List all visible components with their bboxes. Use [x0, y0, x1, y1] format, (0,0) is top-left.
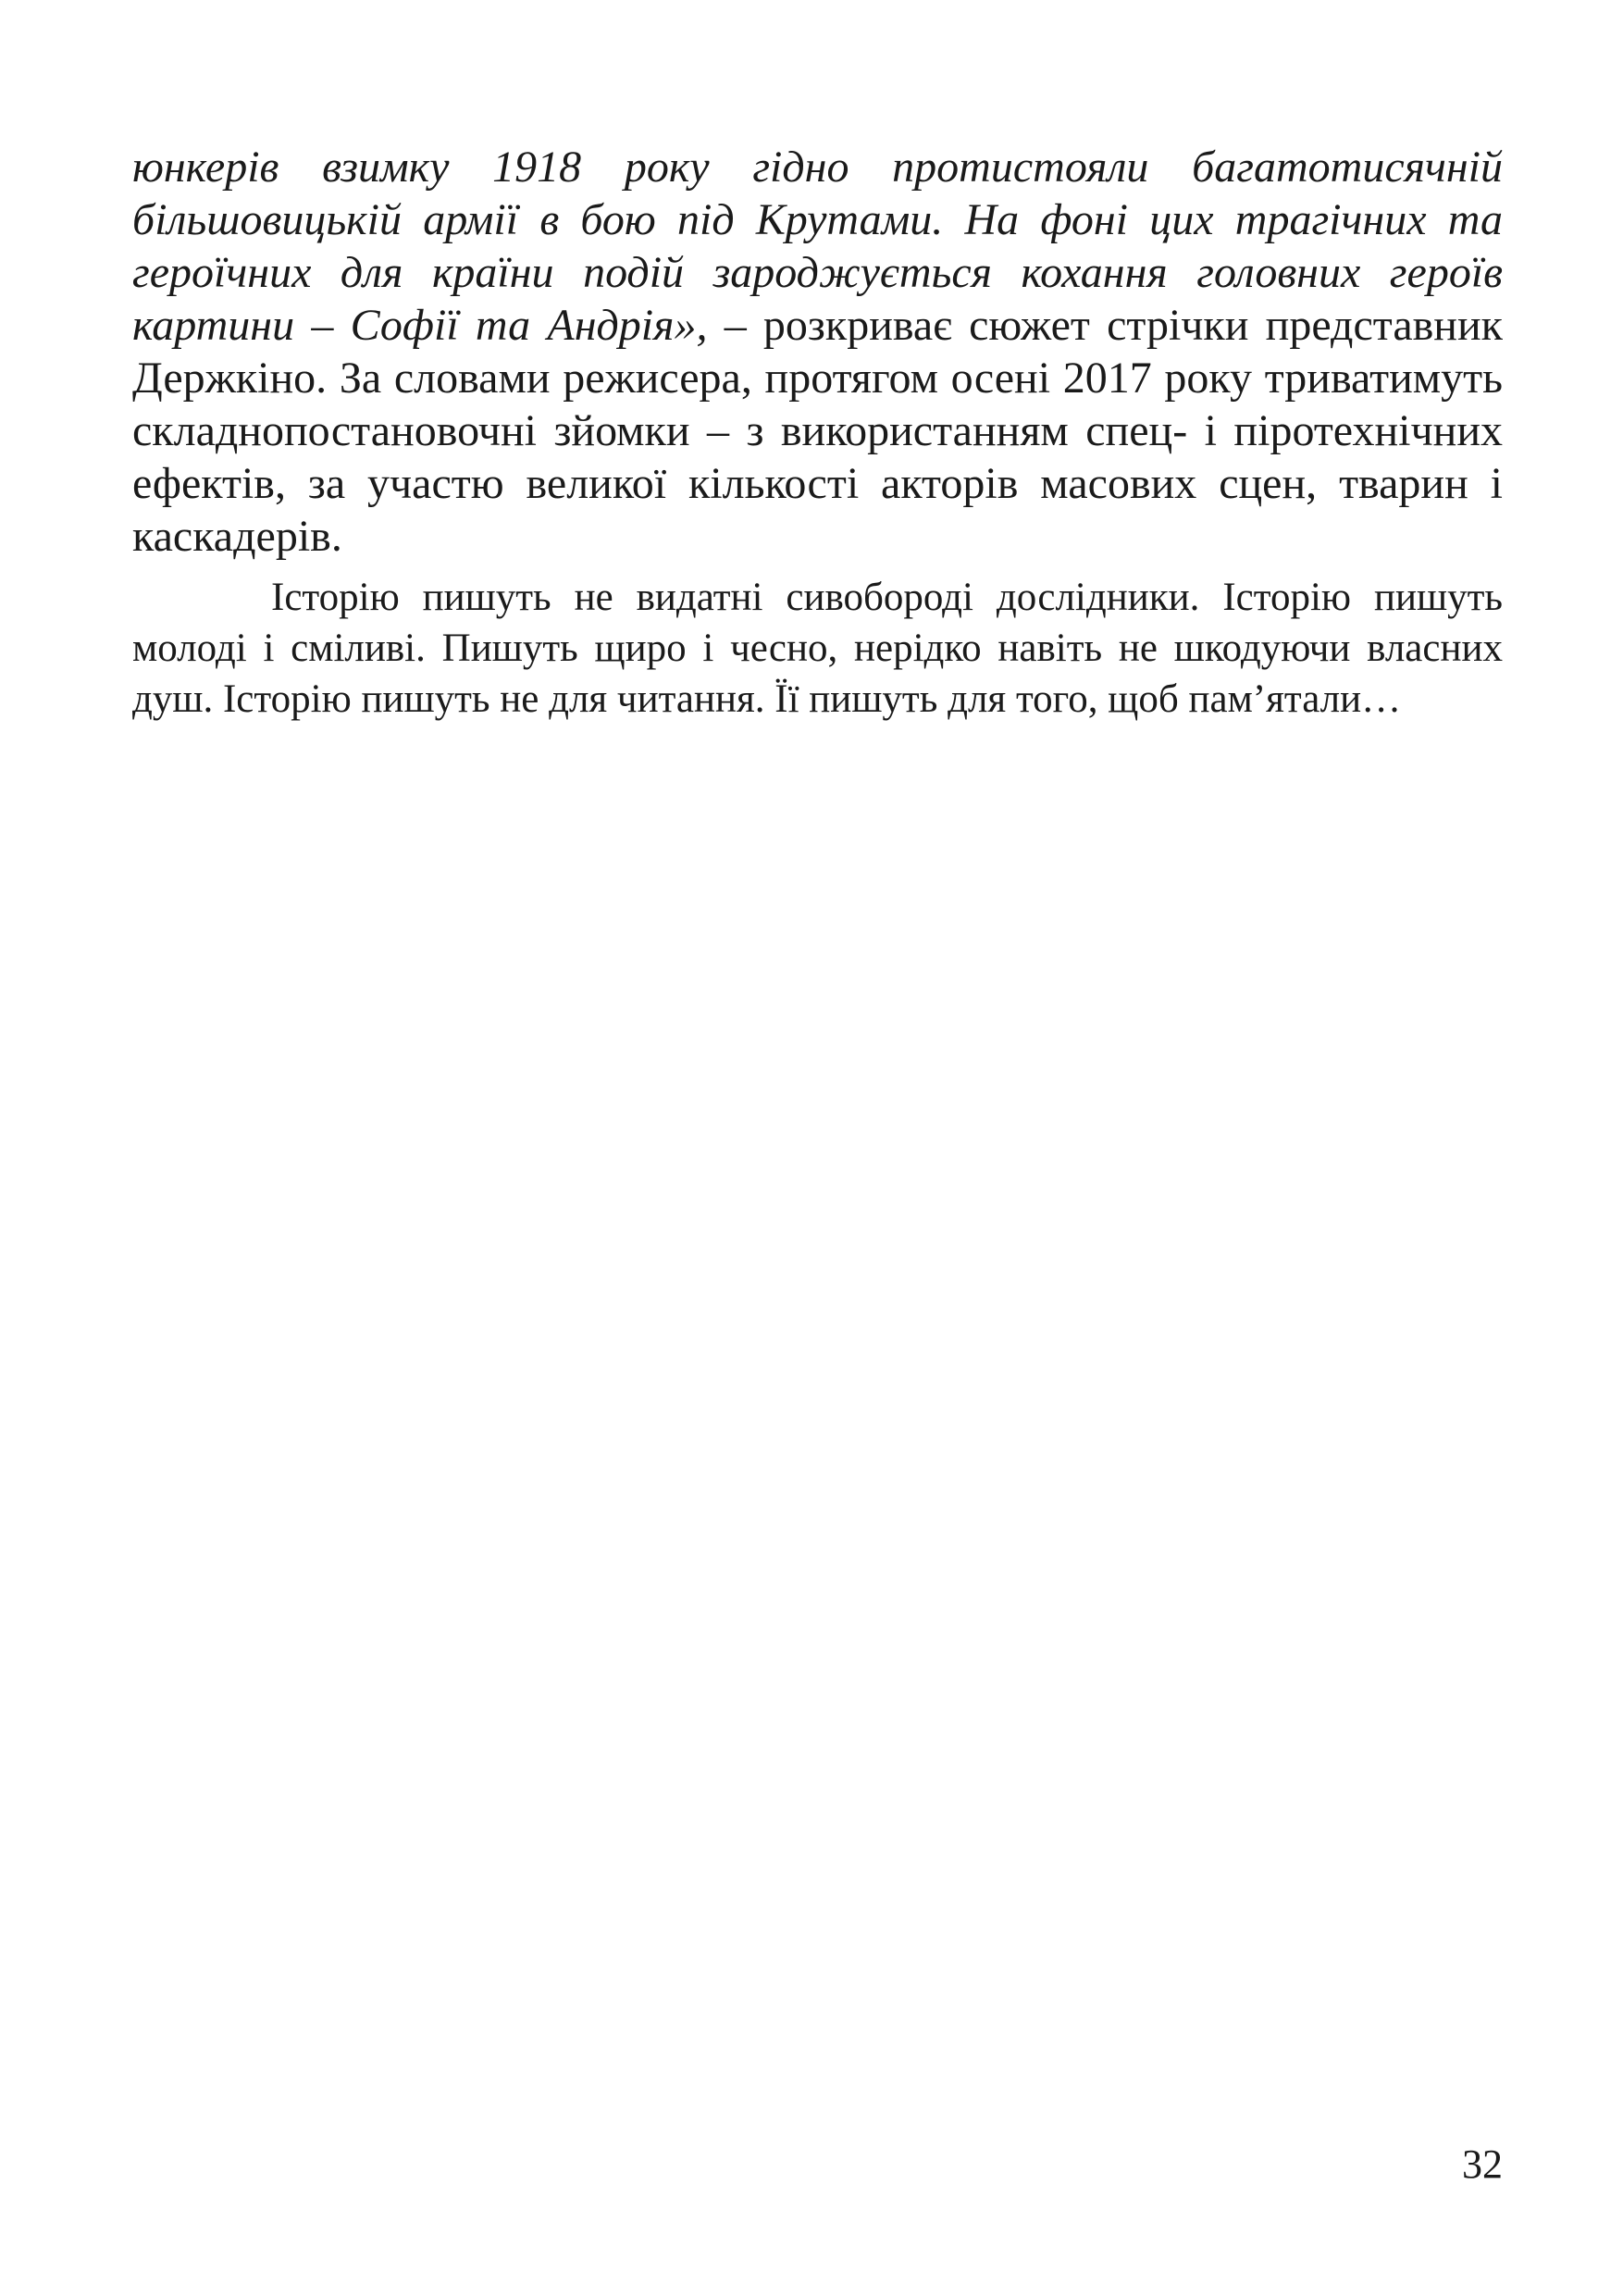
regular-text: – розкриває сюжет стрічки представник Держкіно. За словами режисера, протягом осені 2017 року триватимуть складнопостановочні зйомки – з використанням спец- і піротехнічних ефектів, за участю великої кількості акторів масових сцен, тварин і каскадерів.: [132, 301, 1503, 561]
document-body: [132, 141, 1503, 725]
paragraph-quote: [132, 141, 1503, 563]
page-number: 32: [1462, 2141, 1503, 2187]
italic-quote-text: юнкерів взимку 1918 року гідно протистояли багатотисячній більшовицькій армії в бою під Крутами. На фоні цих трагічних та героїчних для країни подій зароджується кохання головних героїв картини – Софії та Андрія»,: [132, 143, 1503, 350]
paragraph-history: Історію пишуть не видатні сивобороді дослідники. Історію пишуть молоді і сміливі. Пишуть щиро і чесно, нерідко навіть не шкодуючи власних душ. Історію пишуть не для читання. Її пишуть для того, щоб пам’ятали…: [132, 576, 1503, 721]
